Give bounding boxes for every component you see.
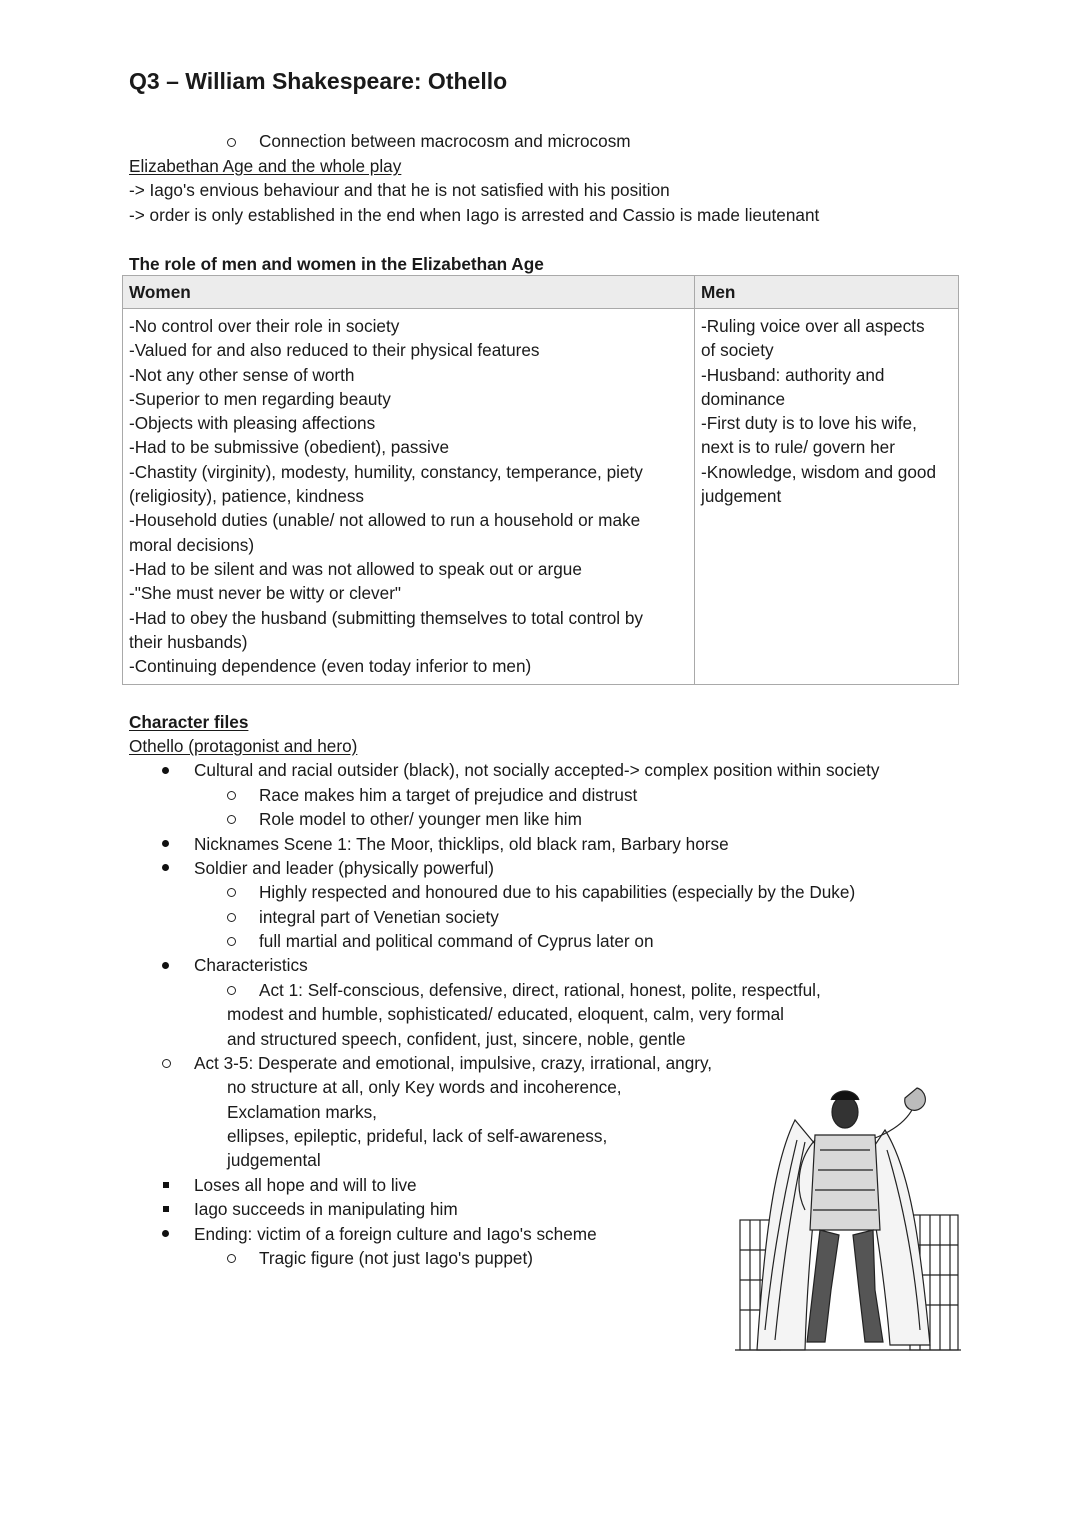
- character-line: judgemental: [227, 1150, 321, 1170]
- character-line: Iago succeeds in manipulating him: [194, 1199, 458, 1219]
- men-item: -Husband: authority and: [701, 364, 885, 385]
- women-header: Women: [123, 276, 695, 309]
- women-item: -Had to be silent and was not allowed to speak out or argue: [129, 558, 582, 579]
- women-item: -Not any other sense of worth: [129, 364, 355, 385]
- square-bullet: [163, 1206, 169, 1212]
- character-files-heading: Character files: [129, 712, 249, 732]
- character-line: Tragic figure (not just Iago's puppet): [259, 1248, 533, 1268]
- women-item: -Had to be submissive (obedient), passive: [129, 437, 450, 458]
- circle-bullet: [227, 888, 236, 897]
- circle-bullet: [227, 913, 236, 922]
- circle-bullet: [227, 138, 236, 147]
- women-item: -Objects with pleasing affections: [129, 413, 376, 434]
- men-item: of society: [701, 340, 774, 361]
- women-item: -Household duties (unable/ not allowed to run a household or make: [129, 510, 641, 531]
- character-line: ellipses, epileptic, prideful, lack of self-awareness,: [227, 1126, 608, 1146]
- circle-bullet: [162, 1059, 171, 1068]
- character-line: Highly respected and honoured due to his capabilities (especially by the Duke): [259, 882, 856, 902]
- character-line: modest and humble, sophisticated/ educated, eloquent, calm, very formal: [227, 1004, 784, 1024]
- women-item: -No control over their role in society: [129, 316, 400, 336]
- men-item: -Knowledge, wisdom and good: [701, 461, 937, 482]
- character-line: Cultural and racial outsider (black), not socially accepted-> complex position within society: [194, 760, 880, 780]
- women-item: moral decisions): [129, 534, 255, 555]
- men-item: next is to rule/ govern her: [701, 437, 895, 458]
- character-line: Soldier and leader (physically powerful): [194, 858, 494, 878]
- character-line: and structured speech, confident, just, sincere, noble, gentle: [227, 1029, 686, 1049]
- character-line: Role model to other/ younger men like him: [259, 809, 582, 829]
- circle-bullet: [227, 986, 236, 995]
- roles-table: [122, 275, 959, 685]
- women-item: -Had to obey the husband (submitting themselves to total control by: [129, 607, 643, 628]
- men-cell: [695, 309, 959, 685]
- men-item: judgement: [701, 486, 782, 507]
- men-header: Men: [695, 276, 959, 309]
- character-line: full martial and political command of Cyprus later on: [259, 931, 654, 951]
- dot-bullet: [162, 864, 169, 871]
- character-line: Nicknames Scene 1: The Moor, thicklips, old black ram, Barbary horse: [194, 834, 729, 854]
- intro-sub-bullet: Connection between macrocosm and microcosm: [259, 131, 631, 151]
- men-item: dominance: [701, 388, 786, 409]
- women-cell: [123, 309, 695, 685]
- character-line: Characteristics: [194, 955, 308, 975]
- dot-bullet: [162, 767, 169, 774]
- page-title: Q3 – William Shakespeare: Othello: [129, 68, 508, 94]
- women-item: -"She must never be witty or clever": [129, 583, 402, 604]
- character-line: Race makes him a target of prejudice and distrust: [259, 785, 638, 805]
- circle-bullet: [227, 815, 236, 824]
- women-item: (religiosity), patience, kindness: [129, 486, 365, 507]
- othello-illustration: [735, 1080, 961, 1362]
- dot-bullet: [162, 840, 169, 847]
- character-line: no structure at all, only Key words and incoherence,: [227, 1077, 622, 1097]
- roles-heading: The role of men and women in the Elizabethan Age: [129, 254, 544, 274]
- women-item: -Continuing dependence (even today inferior to men): [129, 656, 532, 677]
- character-line: Loses all hope and will to live: [194, 1175, 417, 1195]
- character-line: Ending: victim of a foreign culture and Iago's scheme: [194, 1224, 597, 1244]
- men-item: -First duty is to love his wife,: [701, 413, 917, 434]
- circle-bullet: [227, 937, 236, 946]
- women-item: -Valued for and also reduced to their physical features: [129, 340, 540, 361]
- circle-bullet: [227, 791, 236, 800]
- character-line: Exclamation marks,: [227, 1102, 377, 1122]
- men-item: -Ruling voice over all aspects: [701, 316, 925, 336]
- dot-bullet: [162, 962, 169, 969]
- intro-heading: Elizabethan Age and the whole play: [129, 156, 402, 176]
- dot-bullet: [162, 1230, 169, 1237]
- othello-heading: Othello (protagonist and hero): [129, 736, 358, 756]
- character-line: Act 1: Self-conscious, defensive, direct, rational, honest, polite, respectful,: [259, 980, 821, 1000]
- women-item: their husbands): [129, 631, 248, 652]
- women-item: -Chastity (virginity), modesty, humility, constancy, temperance, piety: [129, 461, 643, 482]
- women-item: -Superior to men regarding beauty: [129, 388, 391, 409]
- character-line: integral part of Venetian society: [259, 907, 499, 927]
- intro-line: -> Iago's envious behaviour and that he is not satisfied with his position: [129, 180, 670, 200]
- character-line: Act 3-5: Desperate and emotional, impulsive, crazy, irrational, angry,: [194, 1053, 713, 1073]
- intro-line: -> order is only established in the end when Iago is arrested and Cassio is made lieutenant: [129, 205, 820, 225]
- circle-bullet: [227, 1254, 236, 1263]
- square-bullet: [163, 1182, 169, 1188]
